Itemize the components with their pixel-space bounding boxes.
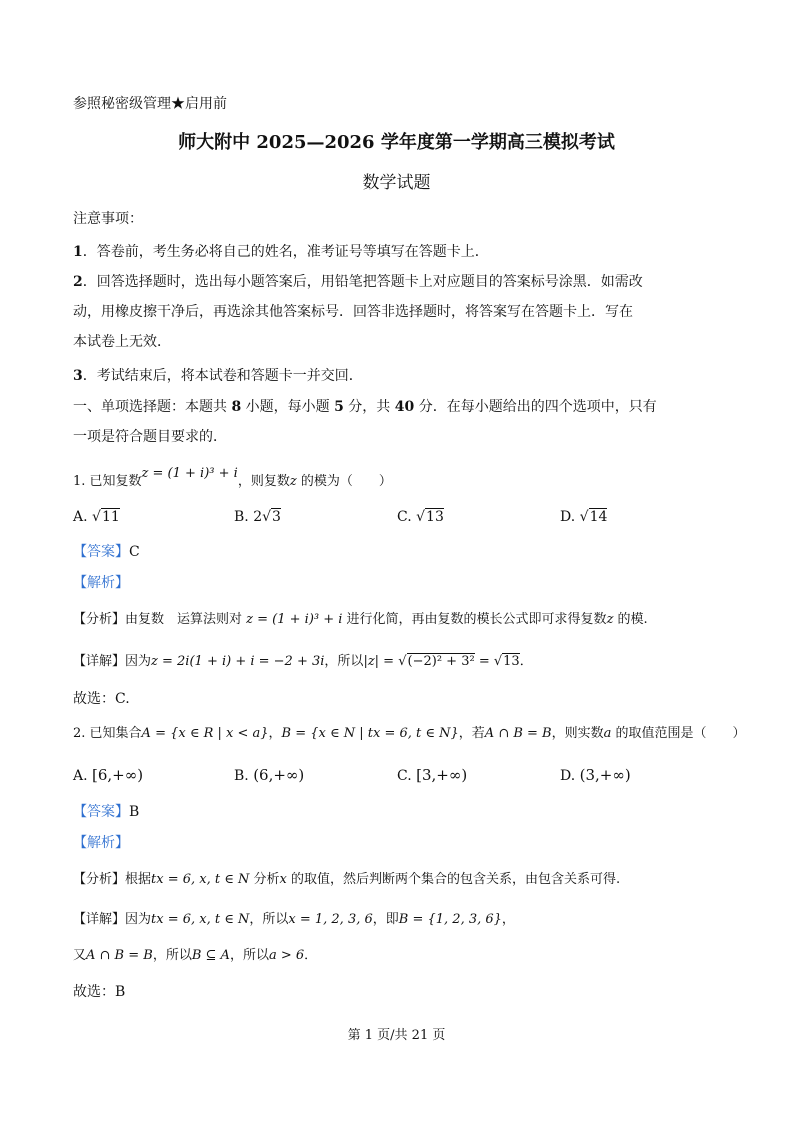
q1-option-a-value: 11 [101,509,120,525]
q2-set-b: B = {x ∈ N | tx = 6, t ∈ N} [281,726,459,741]
q2-you-expr3: a > 6 [268,948,305,963]
q2-option-c-label: C. [397,768,412,784]
q1-var: z [289,474,297,489]
q1-answer-value: C [129,544,140,560]
q2-fenxi-c: 的取值，然后判断两个集合的包含关系，由包含关系可得. [286,872,621,887]
q1-xiangjie-eq: = [474,654,494,669]
q2-answer-tag: 【答案】 [73,804,129,820]
section-1-points-total: 40 [394,399,415,415]
q1-prefix: 1. 已知复数 [73,474,142,489]
q2-comma: ， [268,726,282,741]
q1-xiangjie-end: ． [519,654,533,669]
q1-xiangjie-result: 13 [503,654,520,669]
q2-you-c: ，所以 [229,948,269,963]
q1-option-d-label: D. [560,509,576,525]
q2-xiangjie-expr3: B = {1, 2, 3, 6} [398,912,502,927]
notice-item-1 [73,242,489,262]
exam-title: 师大附中 2025—2026 学年度第一学期高三模拟考试 [178,132,615,153]
q2-xiangjie-a: 因为 [125,912,152,927]
q2-fenxi [73,870,620,890]
q1-option-c: C. √13 [397,509,444,525]
q1-option-c-value: 13 [426,509,444,525]
q1-option-c-label: C. [397,509,412,525]
q1-suffix2: 的模为（ ） [296,474,392,489]
notice-item-1-text: ．答卷前，考生务必将自己的姓名，准考证号等填写在答题卡上． [82,244,489,260]
q2-xiangjie-tag: 【详解】 [73,912,126,927]
notice-item-1-num: 1 [73,244,83,260]
q2-option-a-value: [6,+∞) [92,766,144,784]
question-1-stem [73,466,392,492]
q1-xiangjie-expr: z = 2i(1 + i) + i = −2 + 3i [151,654,325,669]
notice-item-2-line1 [73,272,643,292]
q2-xiangjie-d: ， [501,912,515,927]
q2-suffix3: 的取值范围是（ ） [611,726,746,741]
q1-xiangjie-tag: 【详解】 [73,654,126,669]
q2-option-a-label: A. [73,768,88,784]
q2-option-d [560,765,631,786]
q2-fenxi-a: 根据 [125,872,152,887]
q2-fenxi-expr: tx = 6, x, t ∈ N [151,872,250,887]
q1-fenxi-tag: 【分析】 [73,612,126,627]
q1-expr: z = (1 + i)³ + i [141,466,238,481]
q1-xiangjie-expr2: |z| = [363,654,399,669]
q1-fenxi-var: z [606,612,614,627]
q1-fenxi-c: 的模. [613,612,648,627]
q2-xiangjie-expr: tx = 6, x, t ∈ N [151,912,250,927]
q2-you [73,946,317,966]
q2-option-a [73,765,143,786]
notice-item-2-text: ．回答选择题时，选出每小题答案后，用铅笔把答题卡上对应题目的答案标号涂黑．如需改 [82,274,643,290]
q2-guxuan: 故选：B [73,984,126,1000]
q2-option-d-label: D. [560,768,576,784]
q1-fenxi-b: 进行化简，再由复数的模长公式即可求得复数 [342,612,607,627]
q1-option-b-coef: 2 [253,509,263,525]
q1-xiangjie-a: 因为 [125,654,152,669]
q1-fenxi-a: 由复数 运算法则对 [125,612,247,627]
q1-option-b: B. 2√3 [234,509,281,525]
q2-xiangjie-c: ，即 [372,912,399,927]
section-1-c: 分，共 [343,399,395,415]
section-1-b: 小题，每小题 [241,399,335,415]
q1-option-a: A. √11 [73,509,120,525]
section-1-heading [73,397,657,417]
q1-answer-tag: 【答案】 [73,544,129,560]
q2-analysis-tag: 【解析】 [73,835,129,851]
q1-option-b-label: B. [234,509,249,525]
secrecy-label: 参照秘密级管理★启用前 [73,96,227,112]
q2-option-c [397,765,467,786]
q1-answer [73,542,140,562]
q2-fenxi-tag: 【分析】 [73,872,126,887]
q1-xiangjie-radicand: (−2)² + 3² [407,654,475,669]
q2-xiangjie-expr2: x = 1, 2, 3, 6 [288,912,373,927]
q1-fenxi [73,610,648,630]
question-2-stem [73,724,746,744]
q1-xiangjie: 【详解】因为z = 2i(1 + i) + i = −2 + 3i，所以|z| = √(−2)² + 3² = √13． [73,654,533,669]
q2-you-a: 又 [73,948,87,963]
section-1-points-each: 5 [334,399,344,415]
q2-set-a: A = {x ∈ R | x < a} [141,726,269,741]
exam-subtitle: 数学试题 [362,173,431,193]
section-1-line2: 一项是符合题目要求的． [73,429,227,445]
page-footer: 第 1 页/共 21 页 [347,1028,446,1043]
q2-answer [73,802,139,822]
q1-option-b-value: 3 [272,509,281,525]
q2-you-b: ，所以 [152,948,192,963]
notice-item-2-num: 2 [73,274,83,290]
q1-option-a-label: A. [73,509,88,525]
q1-option-d: D. √14 [560,509,608,525]
section-1-a: 一、单项选择题：本题共 [73,399,232,415]
q2-option-d-value: (3,+∞) [579,766,631,784]
notice-item-3 [73,366,363,386]
q2-you-expr2: B ⊆ A [191,948,230,963]
q1-option-d-value: 14 [589,509,608,525]
q2-prefix: 2. 已知集合 [73,726,142,741]
q1-analysis-tag: 【解析】 [73,575,129,591]
q2-cond: A ∩ B = B [484,726,552,741]
q2-fenxi-b: 分析 [249,872,280,887]
notice-item-2-line3: 本试卷上无效． [73,334,171,350]
q2-var: a [603,726,612,741]
q2-answer-value: B [129,804,140,820]
q1-xiangjie-b: ，所以 [324,654,364,669]
q2-xiangjie-b: ，所以 [249,912,289,927]
q2-option-b [234,765,304,786]
q2-option-c-value: [3,+∞) [416,766,468,784]
notice-item-3-text: ．考试结束后，将本试卷和答题卡一并交回． [82,368,363,384]
notice-item-3-num: 3 [73,368,83,384]
q1-fenxi-expr: z = (1 + i)³ + i [246,612,343,627]
section-1-d: 分．在每小题给出的四个选项中，只有 [414,399,657,415]
q2-you-expr: A ∩ B = B [86,948,153,963]
notice-item-2-line2: 动，用橡皮擦干净后，再选涂其他答案标号．回答非选择题时，将答案写在答题卡上．写在 [73,304,633,320]
section-1-count: 8 [231,399,242,415]
notice-heading: 注意事项： [73,211,143,227]
q2-suffix2: ，则实数 [551,726,604,741]
q2-suffix: ，若 [458,726,485,741]
q1-suffix: ，则复数 [237,474,290,489]
q2-xiangjie [73,910,515,930]
q2-option-b-label: B. [234,768,249,784]
q2-option-b-value: (6,+∞) [253,766,305,784]
q2-fenxi-var: x [279,872,287,887]
q1-guxuan: 故选：C. [73,691,130,707]
q2-you-d: ． [304,948,318,963]
